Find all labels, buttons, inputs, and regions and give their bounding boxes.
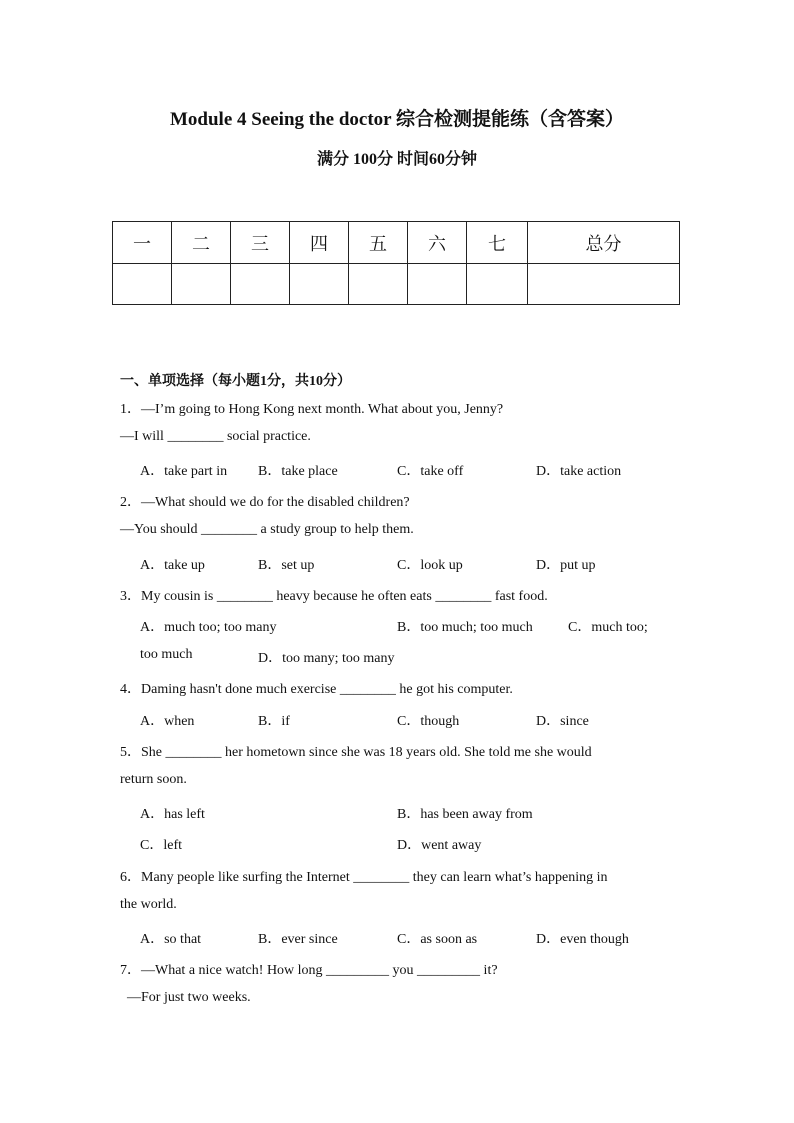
question-3-option-c-continued[interactable]: too much [140, 647, 193, 662]
question-1-option-b[interactable]: B．take place [258, 464, 338, 479]
score-header-cell: 二 [172, 222, 231, 264]
section-heading: 一、单项选择（每小题1分，共10分） [120, 374, 351, 389]
question-3-option-d[interactable]: D．too many; too many [258, 651, 395, 666]
score-table [112, 221, 680, 305]
question-2-answer-line: —You should ________ a study group to help them. [120, 522, 414, 537]
question-4-stem: 4．Daming hasn't done much exercise ________ he got his computer. [120, 682, 513, 697]
question-6-option-b[interactable]: B．ever since [258, 932, 338, 947]
question-2-option-c[interactable]: C．look up [397, 558, 463, 573]
score-table-header-row [113, 222, 680, 264]
question-4-option-a[interactable]: A．when [140, 714, 195, 729]
page-title: Module 4 Seeing the doctor 综合检测提能练（含答案） [169, 109, 625, 130]
score-blank-cell[interactable] [528, 264, 680, 305]
question-4-option-c[interactable]: C．though [397, 714, 460, 729]
question-6-option-c[interactable]: C．as soon as [397, 932, 478, 947]
score-header-cell: 总分 [528, 222, 680, 264]
score-blank-cell[interactable] [290, 264, 349, 305]
question-2-option-b[interactable]: B．set up [258, 558, 315, 573]
score-header-cell: 三 [231, 222, 290, 264]
question-1-answer-line: —I will ________ social practice. [120, 429, 311, 444]
question-6-option-a[interactable]: A．so that [140, 932, 202, 947]
question-2-option-d[interactable]: D．put up [536, 558, 596, 573]
question-1-option-a[interactable]: A．take part in [140, 464, 228, 479]
question-2-option-a[interactable]: A．take up [140, 558, 205, 573]
score-blank-cell[interactable] [172, 264, 231, 305]
question-6-stem-continued: the world. [120, 897, 177, 912]
question-3-option-a[interactable]: A．much too; too many [140, 620, 277, 635]
question-1-stem: 1．—I’m going to Hong Kong next month. What about you, Jenny? [120, 402, 504, 417]
score-header-cell: 一 [113, 222, 172, 264]
score-blank-cell[interactable] [349, 264, 408, 305]
question-3-option-c[interactable]: C．much too; [568, 620, 648, 635]
score-table-blank-row [113, 264, 680, 305]
question-2-stem: 2．—What should we do for the disabled children? [120, 495, 410, 510]
score-header-cell: 六 [408, 222, 467, 264]
score-blank-cell[interactable] [467, 264, 528, 305]
score-blank-cell[interactable] [113, 264, 172, 305]
question-6-option-d[interactable]: D．even though [536, 932, 629, 947]
page-subtitle: 满分 100分 时间60分钟 [316, 151, 477, 168]
question-4-option-d[interactable]: D．since [536, 714, 589, 729]
question-3-stem: 3．My cousin is ________ heavy because he often eats ________ fast food. [120, 589, 548, 604]
question-1-option-d[interactable]: D．take action [536, 464, 622, 479]
score-header-cell: 七 [467, 222, 528, 264]
question-6-stem: 6．Many people like surfing the Internet ________ they can learn what’s happening in [120, 870, 608, 885]
score-blank-cell[interactable] [408, 264, 467, 305]
score-header-cell: 五 [349, 222, 408, 264]
question-5-stem: 5．She ________ her hometown since she was 18 years old. She told me she would [120, 745, 592, 760]
score-header-cell: 四 [290, 222, 349, 264]
question-5-option-c[interactable]: C．left [140, 838, 182, 853]
question-5-option-b[interactable]: B．has been away from [397, 807, 533, 822]
question-3-option-b[interactable]: B．too much; too much [397, 620, 533, 635]
score-blank-cell[interactable] [231, 264, 290, 305]
question-5-option-d[interactable]: D．went away [397, 838, 482, 853]
question-7-stem: 7．—What a nice watch! How long _________ you _________ it? [120, 963, 498, 978]
question-5-stem-continued: return soon. [120, 772, 187, 787]
question-5-option-a[interactable]: A．has left [140, 807, 205, 822]
question-4-option-b[interactable]: B．if [258, 714, 290, 729]
question-7-answer-line: —For just two weeks. [127, 990, 251, 1005]
question-1-option-c[interactable]: C．take off [397, 464, 464, 479]
